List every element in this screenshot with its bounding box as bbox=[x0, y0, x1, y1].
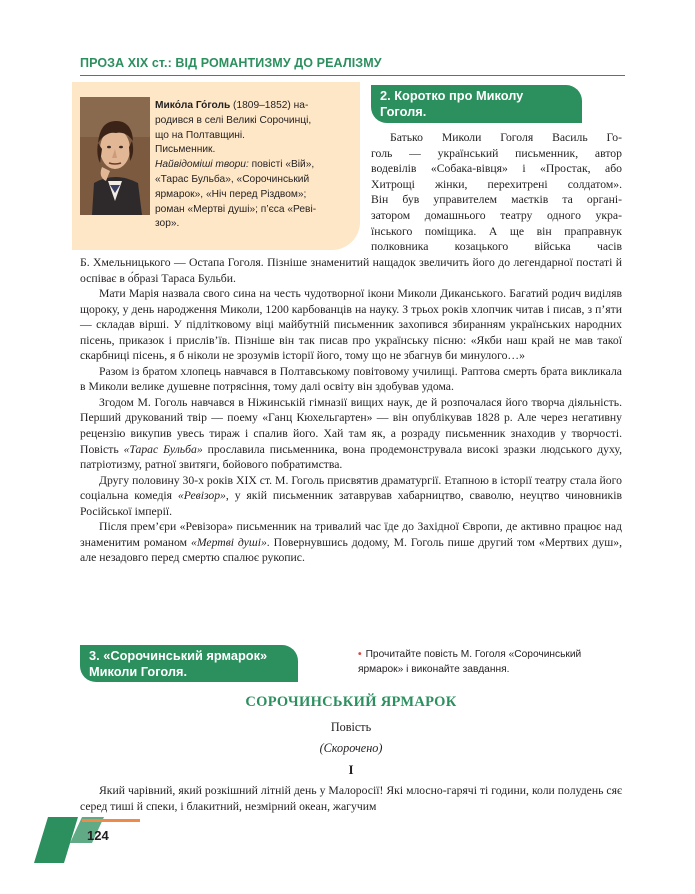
author-years: (1809–1852) на- bbox=[230, 100, 309, 111]
text-run: , у якій письменник затаврував хабарництво, сваволю, неуцтво чиновників Російської імперії. bbox=[80, 489, 622, 518]
bio-line: родився в селі Великі Сорочинці, bbox=[155, 114, 312, 126]
paragraph bbox=[80, 395, 622, 473]
section-heading-line: 3. «Сорочинський ярмарок» bbox=[89, 648, 268, 663]
section-3-heading bbox=[80, 645, 298, 682]
story-genre: Повість bbox=[330, 720, 372, 734]
paragraph: Мати Марія назвала свого сина на честь чудотворної ікони Миколи Диканського. Багатий родич виділяв щороку, у день народження Миколи, 1200 карбованців на науку. З трьох років хлопчик читав і писав, з п’яти — складав вірші. У підлітковому віці майбутній письменник захопився збиранням українських народних пісень, приказок і прислів’їв. Пізніше він так писав про українську пісню: «Якби наш край не мав такої скарбниці пісень, я б ніколи не зрозумів історії його, тому що не збагнув би минулого…» bbox=[80, 287, 622, 363]
running-head: ПРОЗА ХІХ ст.: ВІД РОМАНТИЗМУ ДО РЕАЛІЗМУ bbox=[80, 56, 382, 70]
bio-line: повісті «Вій», bbox=[248, 159, 315, 171]
text-line: полковника козацького війська часів bbox=[371, 240, 622, 254]
paragraph: Який чарівний, який розкішний літній день у Малоросії! Які млосно-гарячі ті години, коли полудень сяє серед тиші й спеки, і блакитний, незмірний океан, жагучим bbox=[80, 784, 622, 813]
text-line: Батько Миколи Гоголя Василь Го- bbox=[390, 131, 622, 144]
text-line: затором домашнього театру одного укра- bbox=[371, 208, 622, 222]
paragraph bbox=[80, 473, 622, 520]
bio-line: ярмарок», «Ніч перед Різдвом»; bbox=[155, 188, 307, 200]
author-name: Мико́ла Го́голь bbox=[155, 100, 231, 111]
gogol-portrait-image bbox=[80, 97, 150, 215]
bullet-icon: • bbox=[358, 649, 362, 660]
works-label: Найвідоміші твори: bbox=[155, 159, 249, 171]
bio-line: зор». bbox=[155, 218, 180, 230]
text-run: Згодом М. Гоголь навчався в Ніжинській гімназії вищих наук, де й розпочалася його творча діяльність. Перший друкований твір — поему «Ганц Кюхельгартен» — він опублікував 1828 р. Але через негативну рецензію викупив увесь тираж і спалив його. Хай там як, а розраду письменник знаходив у творчості. Повість bbox=[80, 395, 622, 456]
task-text: Прочитайте повість М. Гоголя «Сорочинський ярмарок» і виконайте завдання. bbox=[358, 649, 582, 675]
section-heading-line: Миколи Гоголя. bbox=[89, 664, 188, 679]
bio-line: Письменник. bbox=[155, 144, 216, 156]
task-instruction bbox=[358, 648, 622, 677]
page-number: 124 bbox=[87, 828, 109, 843]
section-heading-line: Гоголя. bbox=[380, 104, 427, 119]
text-run: Після прем’єри «Ревізора» письменник на тривалий час їде до Західної Європи, де активно працює над знаменитим романом bbox=[80, 520, 622, 549]
text-run: . Повернувшись додому, М. Гоголь пише другий том «Мертвих душ», але незадовго перед смертю спалює рукопис. bbox=[80, 535, 622, 565]
paragraph bbox=[80, 519, 622, 566]
right-column-text bbox=[371, 130, 622, 255]
text-line: водевілів «Собака-вівця» і «Простак, або bbox=[371, 162, 622, 176]
work-title: «Тарас Бульба» bbox=[123, 442, 203, 456]
header-divider bbox=[80, 75, 625, 76]
bio-text bbox=[155, 99, 351, 232]
story-text bbox=[80, 783, 622, 814]
work-title: «Мертві душі» bbox=[190, 535, 267, 549]
text-run: прославила письменника, вона продемонструвала високі зразки людського духу, патріотизму, ратної звитяги, бойового побратимства. bbox=[80, 442, 622, 472]
story-abridged-note: (Скорочено) bbox=[319, 741, 383, 755]
text-line: Хитрощі жінки, перехитрені солдатом». bbox=[371, 177, 622, 191]
story-title: СОРОЧИНСЬКИЙ ЯРМАРОК bbox=[245, 694, 457, 710]
text-line: їнського поміщика. А ще він праправнук bbox=[371, 224, 622, 238]
text-line: голь — український письменник, автор bbox=[371, 146, 622, 160]
work-title: «Ревізор» bbox=[177, 489, 226, 503]
bio-line: що на Полтавщині. bbox=[155, 129, 246, 141]
text-run: Другу половину 30-х років ХІХ ст. М. Гоголь присвятив драматургії. Етапною в історії театру стала його соціальна комедія bbox=[80, 473, 622, 503]
paragraph: Б. Хмельницького — Остапа Гоголя. Пізніше знаменитий нащадок звеличить його до легендарної постаті й оспіває в о́бразі Тараса Бульби. bbox=[80, 256, 622, 285]
section-heading-line: 2. Коротко про Миколу bbox=[380, 88, 524, 103]
section-2-heading bbox=[371, 85, 582, 123]
paragraph: Разом із братом хлопець навчався в Полтавському повітовому училищі. Раптова смерть брата викликала в Миколи велике душевне потрясіння, тому далі освіту він здобував удома. bbox=[80, 364, 622, 394]
chapter-number: I bbox=[348, 762, 354, 777]
bio-line: роман «Мертві душі»; п’єса «Реві- bbox=[155, 203, 317, 215]
text-line: Він був управителем маєтків та органі- bbox=[371, 193, 622, 207]
bio-line: «Тарас Бульба», «Сорочинський bbox=[155, 173, 310, 185]
main-body-text bbox=[80, 255, 622, 566]
